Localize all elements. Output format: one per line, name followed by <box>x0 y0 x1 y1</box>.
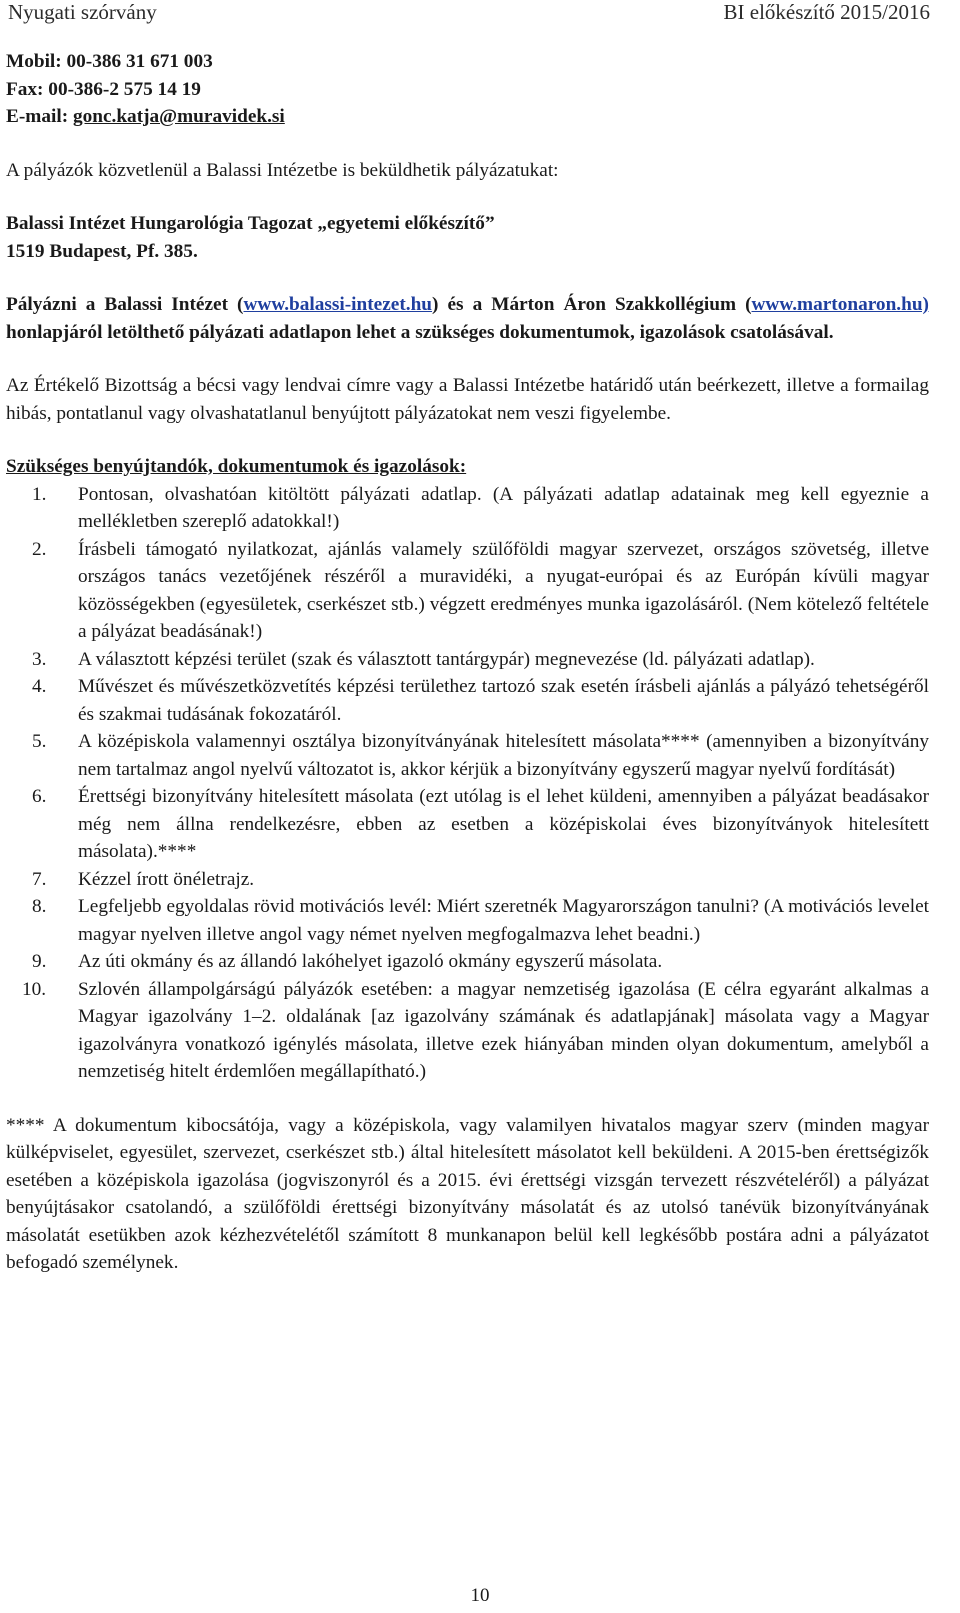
apply-paragraph <box>6 291 929 346</box>
list-item-text: Írásbeli támogató nyilatkozat, ajánlás valamely szülőföldi magyar szervezet, országos szövetség, illetve országos tanács vezetőjének részéről a muravidéki, a nyugat-európai és az Európán kívüli magyar közösségekben (egyesületek, cserkészet stb.) végzett eredményes munka igazolásáról. (Nem kötelező feltétele a pályázat beadásának!) <box>78 538 929 642</box>
list-item-number: 1. <box>32 483 47 505</box>
list-item-text: Kézzel írott önéletrajz. <box>78 868 255 890</box>
list-item-text: Legfeljebb egyoldalas rövid motivációs levél: Miért szeretnék Magyarországon tanulni? (A motivációs levelet magyar nyelven illetve angol vagy német nyelven megfogalmazva lehet beadni.) <box>78 896 929 945</box>
list-item <box>6 976 929 1086</box>
list-item-number: 5. <box>32 731 47 752</box>
list-item-text: Pontosan, olvashatóan kitöltött pályázati adatlap. (A pályázati adatlap adatainak meg kell egyeznie a mellékletben szereplő adatokkal!) <box>78 483 929 532</box>
contact-email-label: E-mail: <box>6 106 73 127</box>
list-item-text: Az úti okmány és az állandó lakóhelyet igazoló okmány egyszerű másolata. <box>78 951 663 972</box>
list-item <box>6 536 929 646</box>
address-block <box>6 210 929 265</box>
list-item-text: Szlovén állampolgárságú pályázók esetében: a magyar nemzetiség igazolása (E célra egyaránt alkalmas a Magyar igazolvány 1–2. oldalának [az igazolvány számának és adatlapjának] másolata vagy a Magyar igazolványra vonatkozó igénylés másolata, illetve ezek hiányában minden olyan dokumentum, amelyből a nemzetiség hitelt érdemlően megállapítható.) <box>78 978 929 1082</box>
address-line-1: Balassi Intézet Hungarológia Tagozat „egyetemi előkészítő” <box>6 213 495 234</box>
spacer <box>6 346 929 372</box>
list-item <box>6 728 929 783</box>
list-item <box>6 866 929 894</box>
apply-text-2: ) és a Márton Áron Szakkollégium ( <box>432 294 752 315</box>
list-item-text: A középiskola valamennyi osztálya bizonyítványának hitelesített másolata**** (amennyiben a bizonyítvány nem tartalmaz angol nyelvű változatot is, akkor kérjük a bizonyítvány egyszerű magyar nyelvű fordítását) <box>78 731 929 780</box>
spacer <box>6 184 929 210</box>
contact-block <box>6 48 929 131</box>
list-item <box>6 673 929 728</box>
header-right: BI előkészítő 2015/2016 <box>723 0 930 24</box>
contact-email-line <box>6 103 929 131</box>
list-item-number: 4. <box>32 676 47 697</box>
contact-mobile: Mobil: 00-386 31 671 003 <box>6 51 213 72</box>
footnote-paragraph: **** A dokumentum kibocsátója, vagy a középiskola, vagy valamilyen hivatalos magyar szerv (minden magyar külképviselet, egyesület, szervezet, cserkészet stb.) által hitelesített másolatot kell beküldeni. A 2015-ben érettségizők esetében a középiskola igazolása (jogviszonyról és a 2015. évi érettségi vizsgán tervezett részvételéről) a pályázat benyújtásakor csatolandó, a szülőföldi érettségi bizonyítvány másolatát és az utolsó tanévük bizonyítványának másolatát esetükben azok kézhezvételétől számított 8 munkanapon belül kell legkésőbb postára adni a pályázatot befogadó személynek. <box>6 1114 929 1273</box>
balassi-link[interactable]: www.balassi-intezet.hu <box>243 294 433 315</box>
address-line-2: 1519 Budapest, Pf. 385. <box>6 240 198 262</box>
list-item-number: 9. <box>32 951 47 972</box>
list-item <box>6 481 929 536</box>
page-number: 10 <box>470 1585 490 1606</box>
page-content <box>6 48 929 1277</box>
spacer <box>6 131 929 157</box>
header-left: Nyugati szórvány <box>8 0 157 24</box>
list-item-text: Művészet és művészetközvetítés képzési területhez tartozó szak esetén írásbeli ajánlás a pályázó tehetségéről és szakmai tudásának fokozatáról. <box>78 676 929 725</box>
list-item <box>6 948 929 976</box>
committee-paragraph: Az Értékelő Bizottság a bécsi vagy lendvai címre vagy a Balassi Intézetbe határidő után beérkezett, illetve a formailag hibás, pontatlanul vagy olvashatatlanul benyújtott pályázatokat nem veszi figyelembe. <box>6 375 929 424</box>
list-item-number: 7. <box>32 868 47 890</box>
list-item <box>6 783 929 866</box>
list-item-number: 6. <box>32 786 47 807</box>
list-item-number: 2. <box>32 538 47 560</box>
spacer <box>6 427 929 453</box>
list-item <box>6 893 929 948</box>
contact-email-link[interactable]: gonc.katja@muravidek.si <box>72 106 285 127</box>
apply-text-1: Pályázni a Balassi Intézet ( <box>6 294 244 315</box>
list-item-number: 10. <box>22 978 47 1000</box>
list-item-text: Érettségi bizonyítvány hitelesített másolata (ezt utólag is el lehet küldeni, amennyiben a pályázat beadásakor még nem állna rendelkezésre, ebben az esetben a középiskolai éves bizonyítványok hitelesített másolata).**** <box>78 786 929 862</box>
required-list <box>6 481 929 1086</box>
spacer <box>6 1086 929 1112</box>
required-heading: Szükséges benyújtandók, dokumentumok és igazolások: <box>6 456 467 477</box>
list-item-number: 8. <box>32 896 47 917</box>
list-item-text: A választott képzési terület (szak és választott tantárgypár) megnevezése (ld. pályázati adatlap). <box>78 648 815 670</box>
list-item-number: 3. <box>32 648 47 670</box>
intro-paragraph: A pályázók közvetlenül a Balassi Intézetbe is beküldhetik pályázatukat: <box>6 159 559 181</box>
spacer <box>6 265 929 291</box>
martonaron-link[interactable]: www.martonaron.hu) <box>751 294 929 315</box>
apply-text-3: honlapjáról letölthető pályázati adatlapon lehet a szükséges dokumentumok, igazolások csatolásával. <box>6 321 834 343</box>
list-item <box>6 646 929 674</box>
contact-fax: Fax: 00-386-2 575 14 19 <box>6 78 201 100</box>
